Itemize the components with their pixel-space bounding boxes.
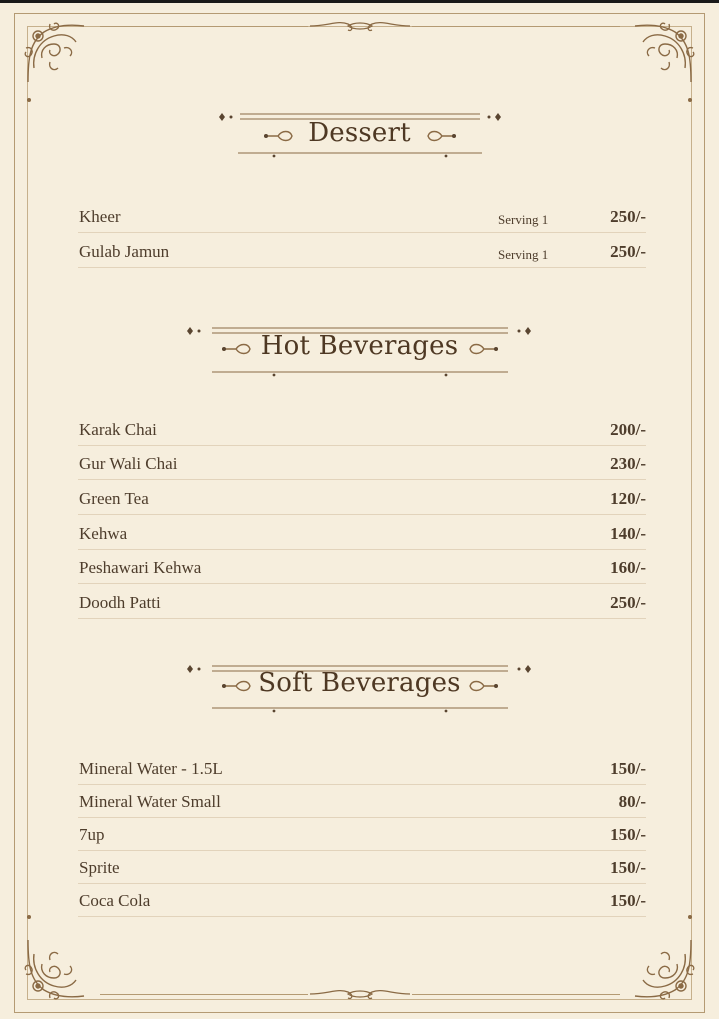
- top-edge-line: [412, 26, 620, 27]
- item-name: Green Tea: [79, 489, 149, 508]
- bottom-edge-line: [412, 994, 620, 995]
- item-name: 7up: [79, 825, 105, 844]
- menu-row: [78, 450, 646, 480]
- top-edge-line: [100, 26, 308, 27]
- item-price: 120/-: [610, 489, 646, 508]
- menu-row: [78, 755, 646, 785]
- item-serving: Serving 1: [498, 247, 549, 262]
- menu-row: [78, 589, 646, 619]
- item-price: 250/-: [610, 207, 646, 226]
- item-price: 250/-: [610, 242, 646, 261]
- menu-row: [78, 485, 646, 515]
- item-name: Kheer: [79, 207, 121, 226]
- menu-row: [78, 416, 646, 446]
- item-price: 150/-: [610, 825, 646, 844]
- item-name: Doodh Patti: [79, 593, 161, 612]
- item-price: 250/-: [610, 593, 646, 612]
- item-name: Mineral Water Small: [79, 792, 221, 811]
- item-name: Peshawari Kehwa: [79, 558, 202, 577]
- item-price: 150/-: [610, 891, 646, 910]
- menu-row: [78, 854, 646, 884]
- menu-row: [78, 554, 646, 584]
- menu-row: [78, 821, 646, 851]
- menu-row: [78, 887, 646, 917]
- corner-ornament-icon: [627, 18, 699, 90]
- menu-row: [78, 238, 646, 268]
- side-dot: [27, 915, 31, 919]
- menu-row: [78, 203, 646, 233]
- section-title-soft-beverages: Soft Beverages: [258, 668, 461, 698]
- item-price: 200/-: [610, 420, 646, 439]
- item-name: Mineral Water - 1.5L: [79, 759, 223, 778]
- item-name: Coca Cola: [79, 891, 151, 910]
- item-price: 150/-: [610, 858, 646, 877]
- scroll-ornament-icon: [308, 18, 412, 34]
- section-title-hot-beverages: Hot Beverages: [260, 331, 459, 361]
- item-name: Karak Chai: [79, 420, 157, 439]
- corner-ornament-icon: [20, 18, 92, 90]
- item-name: Sprite: [79, 858, 120, 877]
- item-name: Kehwa: [79, 524, 128, 543]
- side-dot: [688, 98, 692, 102]
- scroll-ornament-icon: [308, 986, 412, 1002]
- corner-ornament-icon: [20, 932, 92, 1004]
- side-dot: [688, 915, 692, 919]
- top-edge-bar: [0, 0, 719, 3]
- item-price: 160/-: [610, 558, 646, 577]
- section-title-dessert: Dessert: [308, 118, 411, 148]
- item-price: 140/-: [610, 524, 646, 543]
- item-name: Gulab Jamun: [79, 242, 170, 261]
- bottom-edge-line: [100, 994, 308, 995]
- item-serving: Serving 1: [498, 212, 549, 227]
- item-name: Gur Wali Chai: [79, 454, 178, 473]
- item-price: 150/-: [610, 759, 646, 778]
- menu-row: [78, 788, 646, 818]
- side-dot: [27, 98, 31, 102]
- corner-ornament-icon: [627, 932, 699, 1004]
- item-price: 230/-: [610, 454, 646, 473]
- item-price: 80/-: [618, 792, 646, 811]
- menu-row: [78, 520, 646, 550]
